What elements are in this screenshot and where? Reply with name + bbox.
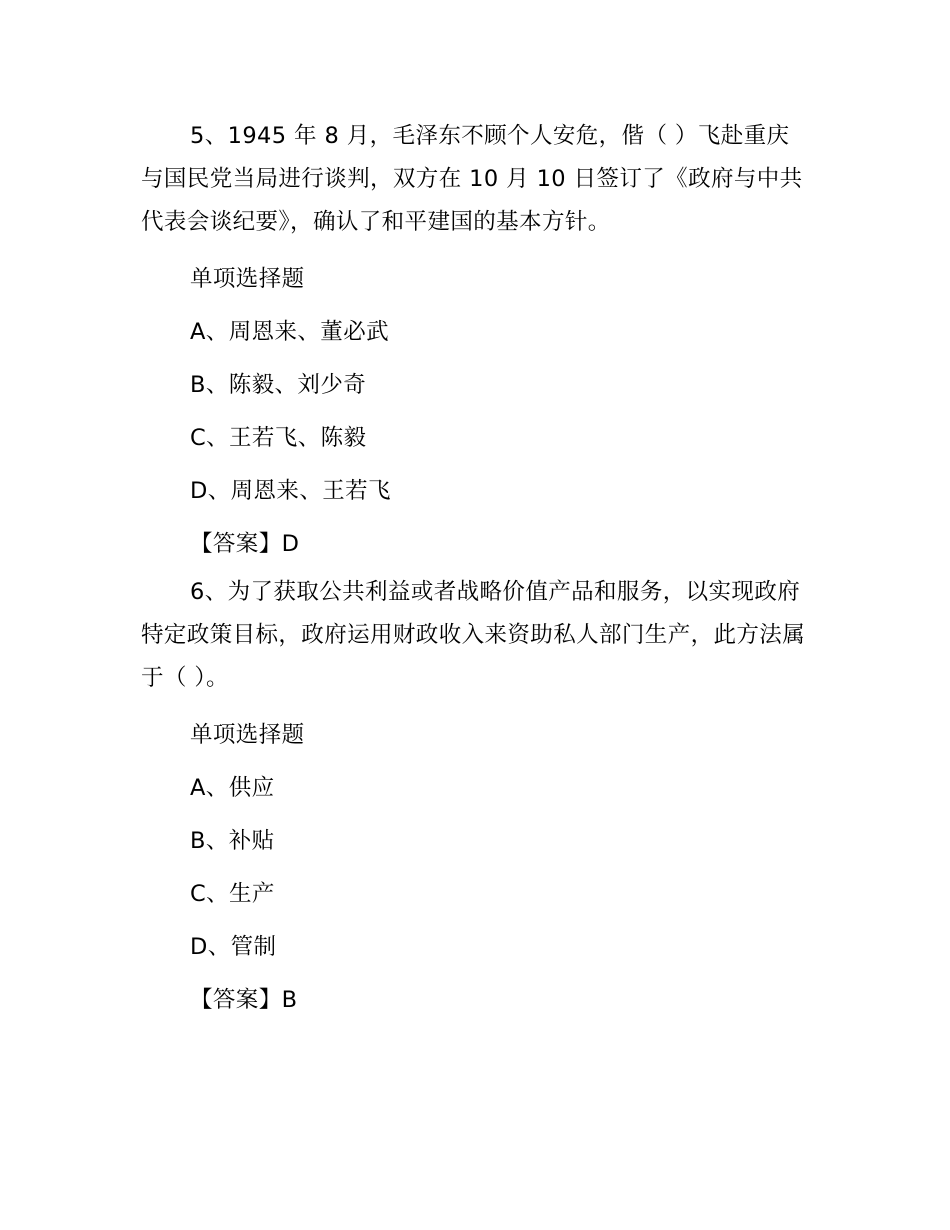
document-page [141,115,811,1027]
option-c: C、王若飞、陈毅 [190,425,367,451]
option-d: D、管制 [190,934,277,960]
question-type: 单项选择题 [190,266,305,292]
option-a: A、供应 [190,775,275,801]
question-block-6 [141,571,811,1027]
question-stem: 6、为了获取公共利益或者战略价值产品和服务，以实现政府特定政策目标，政府运用财政收入来资助私人部门生产，此方法属于（ ）。 [141,579,806,691]
option-c: C、生产 [190,881,275,907]
answer-line: 【答案】D [190,531,300,557]
option-b: B、补贴 [190,828,275,854]
answer-line: 【答案】B [190,987,298,1013]
question-stem: 5、1945 年 8 月，毛泽东不顾个人安危，偕（ ）飞赴重庆与国民党当局进行谈判，双方在 10 月 10 日签订了《政府与中共代表会谈纪要》，确认了和平建国的基本方针。 [141,123,803,235]
option-d: D、周恩来、王若飞 [190,478,391,504]
question-block-5 [141,115,811,571]
option-a: A、周恩来、董必武 [190,319,389,345]
question-type: 单项选择题 [190,722,305,748]
option-b: B、陈毅、刘少奇 [190,372,367,398]
